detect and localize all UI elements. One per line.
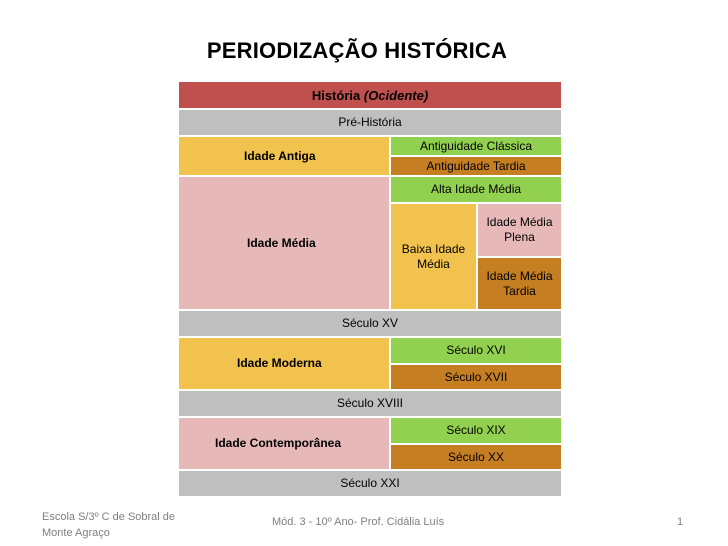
idade-contemporanea-cell: Idade Contemporânea: [178, 417, 390, 470]
page-number: 1: [677, 516, 684, 528]
seculo-xix-cell: Século XIX: [390, 417, 562, 444]
table-header: [178, 81, 562, 109]
idade-media-plena-line2: Plena: [504, 230, 535, 244]
seculo-xviii-row: Século XVIII: [178, 390, 562, 417]
idade-media-tardia-line1: Idade Média: [486, 268, 553, 283]
alta-idade-media-cell: Alta Idade Média: [390, 176, 562, 203]
idade-media-tardia-line2: Tardia: [503, 283, 536, 298]
seculo-xvii-cell: Século XVII: [390, 364, 562, 390]
baixa-idade-media-cell: [390, 203, 477, 310]
antiguidade-tardia-cell: Antiguidade Tardia: [390, 156, 562, 176]
idade-media-cell: Idade Média: [178, 176, 390, 310]
school-line2: Monte Agraço: [42, 527, 110, 539]
antiguidade-classica-cell: Antiguidade Clássica: [390, 136, 562, 156]
school-name: [42, 509, 175, 541]
idade-media-tardia-cell: [477, 257, 562, 310]
idade-media-plena-cell: [477, 203, 562, 257]
seculo-xvi-cell: Século XVI: [390, 337, 562, 364]
idade-moderna-cell: Idade Moderna: [178, 337, 390, 390]
module-footer: Mód. 3 - 10º Ano- Prof. Cidália Luís: [272, 516, 445, 528]
header-main: História: [311, 87, 361, 103]
seculo-xxi-row: Século XXI: [178, 470, 562, 497]
header-sub: (Ocidente): [363, 87, 429, 103]
idade-antiga-cell: Idade Antiga: [178, 136, 390, 176]
seculo-xx-cell: Século XX: [390, 444, 562, 470]
idade-media-plena-line1: Idade Média: [486, 215, 553, 229]
baixa-idade-media-line2: Média: [417, 256, 450, 271]
seculo-xv-row: Século XV: [178, 310, 562, 337]
page-title: PERIODIZAÇÃO HISTÓRICA: [206, 38, 508, 63]
school-line1: Escola S/3º C de Sobral de: [42, 511, 176, 523]
baixa-idade-media-line1: Baixa Idade: [401, 241, 466, 256]
pre-historia-row: Pré-História: [178, 109, 562, 136]
